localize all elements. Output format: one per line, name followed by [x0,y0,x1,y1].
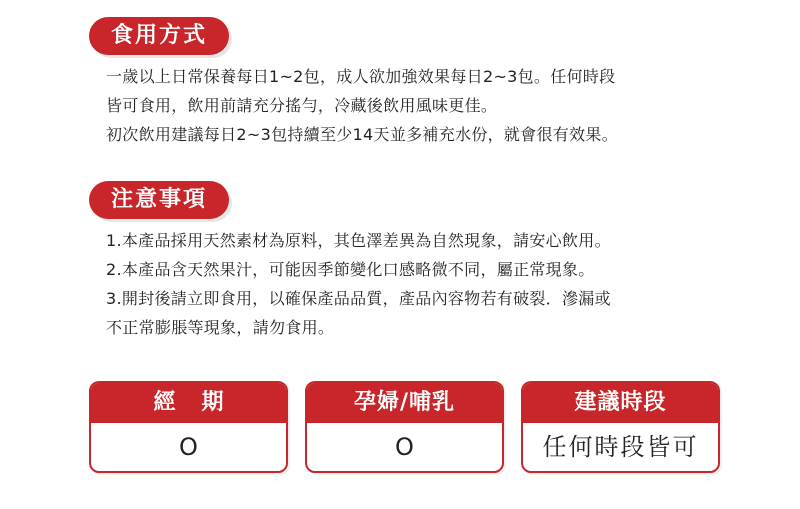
pregnancy-box-value: O [395,433,414,461]
usage-line: 初次飲用建議每日2~3包持續至少14天並多補充水份，就會很有效果。 [106,125,619,144]
suggested-time-box [521,381,720,473]
caution-line: 不正常膨脹等現象，請勿食用。 [106,318,335,337]
caution-section-title: 注意事項 [89,181,229,219]
caution-line: 2.本產品含天然果汁，可能因季節變化口感略微不同，屬正常現象。 [106,260,595,279]
period-box-value: O [179,433,198,461]
usage-line: 一歲以上日常保養每日1~2包，成人欲加強效果每日2~3包。任何時段 [106,67,616,86]
caution-notes [106,226,766,342]
pregnancy-suitability-box [305,381,504,473]
usage-section-title: 食用方式 [89,17,229,55]
caution-line: 1.本產品採用天然素材為原料，其色澤差異為自然現象，請安心飲用。 [106,231,611,250]
period-box-header: 經期 [91,383,286,423]
suggested-time-header: 建議時段 [523,383,718,423]
usage-instructions [106,62,766,149]
period-suitability-box [89,381,288,473]
caution-line: 3.開封後請立即食用，以確保產品品質，產品內容物若有破裂．滲漏或 [106,289,611,308]
pregnancy-box-header: 孕婦/哺乳 [307,383,502,423]
suggested-time-value: 任何時段皆可 [542,433,699,461]
usage-line: 皆可食用，飲用前請充分搖勻，冷藏後飲用風味更佳。 [106,96,498,115]
